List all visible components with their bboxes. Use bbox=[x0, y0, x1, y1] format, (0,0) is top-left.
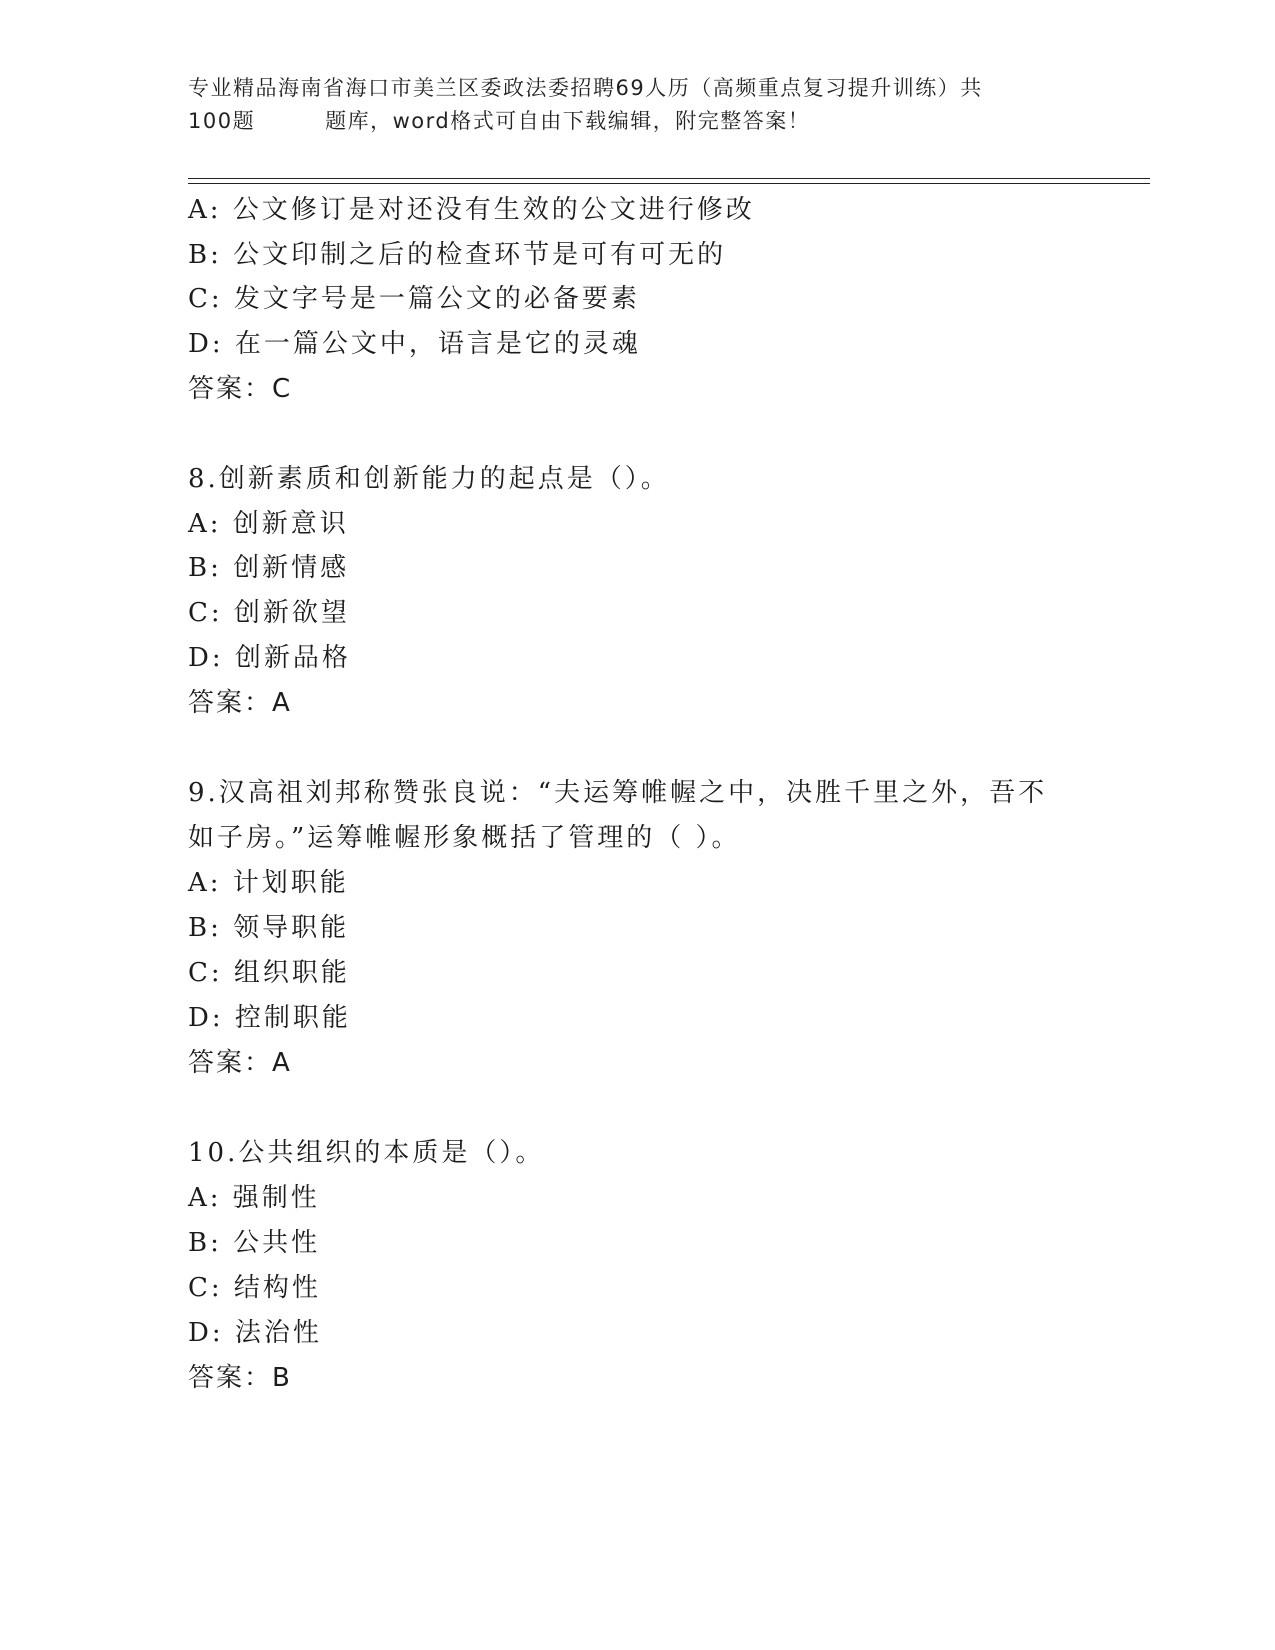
q10-option-c: C: 结构性 bbox=[188, 1273, 321, 1303]
q8-option-a: A: 创新意识 bbox=[188, 509, 349, 539]
header-divider-top bbox=[188, 178, 1150, 179]
q9-option-c: C: 组织职能 bbox=[188, 958, 350, 988]
q7-answer: 答案：C bbox=[188, 374, 293, 404]
q8-option-c: C: 创新欲望 bbox=[188, 598, 350, 628]
q8-stem: 8.创新素质和创新能力的起点是（）。 bbox=[188, 464, 670, 494]
q10-option-a: A: 强制性 bbox=[188, 1183, 320, 1213]
q9-option-a: A: 计划职能 bbox=[188, 868, 349, 898]
document-header bbox=[188, 72, 1088, 138]
q8-answer: 答案：A bbox=[188, 688, 292, 718]
q9-option-d: D: 控制职能 bbox=[188, 1003, 351, 1033]
q8-option-b: B: 创新情感 bbox=[188, 553, 350, 583]
header-desc: 题库，word格式可自由下载编辑，附完整答案！ bbox=[325, 109, 811, 133]
q10-option-d: D: 法治性 bbox=[188, 1318, 322, 1348]
q10-option-b: B: 公共性 bbox=[188, 1228, 321, 1258]
q10-stem: 10.公共组织的本质是（）。 bbox=[188, 1138, 545, 1168]
q7-option-a: A: 公文修订是对还没有生效的公文进行修改 bbox=[188, 195, 755, 225]
q7-option-b: B: 公文印制之后的检查环节是可有可无的 bbox=[188, 240, 727, 270]
q7-option-c: C: 发文字号是一篇公文的必备要素 bbox=[188, 284, 640, 314]
q9-answer: 答案：A bbox=[188, 1048, 292, 1078]
q9-option-b: B: 领导职能 bbox=[188, 913, 350, 943]
q8-option-d: D: 创新品格 bbox=[188, 643, 351, 673]
header-line-1: 专业精品海南省海口市美兰区委政法委招聘69人历（高频重点复习提升训练）共 bbox=[188, 76, 983, 100]
header-count: 100题 bbox=[188, 109, 256, 133]
q9-stem-line-1: 9.汉高祖刘邦称赞张良说：“夫运筹帷幄之中，决胜千里之外，吾不 bbox=[188, 778, 1048, 808]
header-line-2 bbox=[188, 105, 1088, 138]
q7-option-d: D: 在一篇公文中，语言是它的灵魂 bbox=[188, 329, 641, 359]
q9-stem-line-2: 如子房。”运筹帷幄形象概括了管理的（ ）。 bbox=[188, 823, 741, 853]
q10-answer: 答案：B bbox=[188, 1363, 292, 1393]
header-divider-bottom bbox=[188, 183, 1150, 184]
